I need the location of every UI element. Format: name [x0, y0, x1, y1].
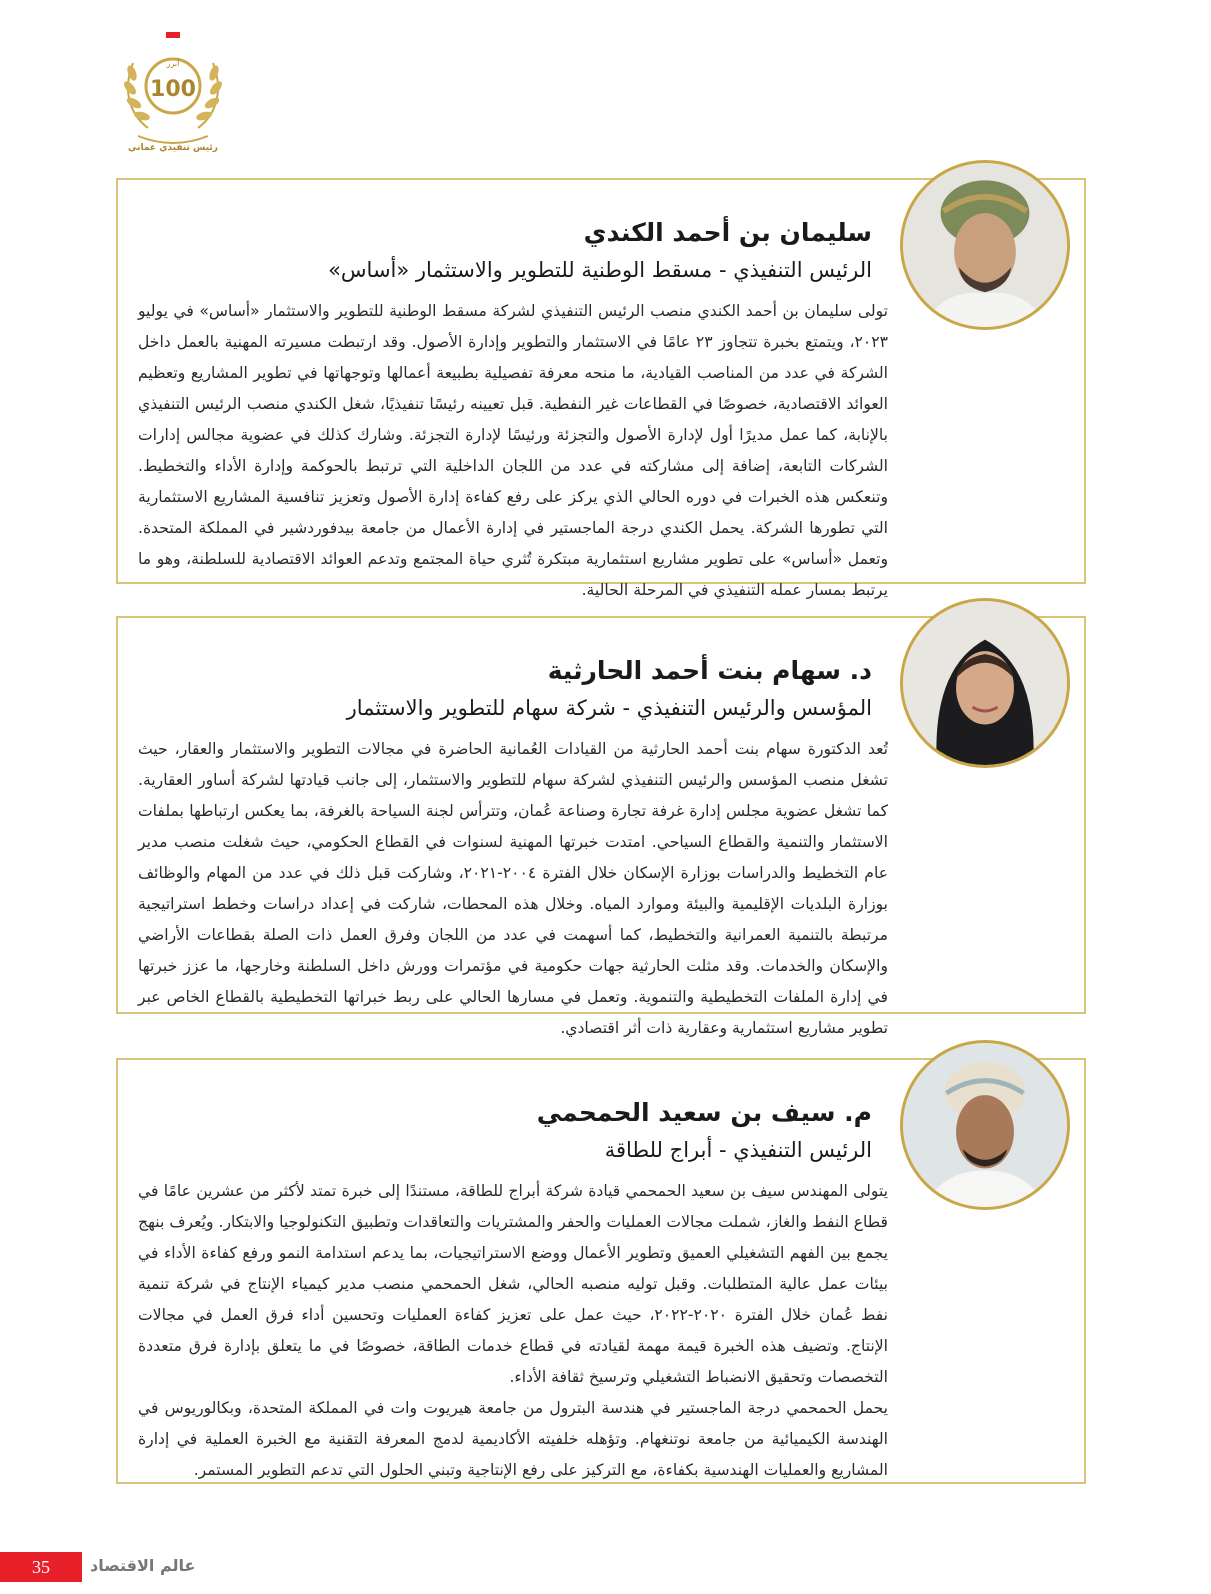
portrait-icon [903, 1043, 1067, 1207]
badge-bottom-text: رئيس تنفيذي عماني [128, 143, 218, 153]
top-100-badge-logo [108, 28, 238, 158]
profile-name-2: د. سهام بنت أحمد الحارثية [547, 656, 872, 685]
profile-bio-3 [138, 1176, 888, 1486]
profile-title-1: الرئيس التنفيذي - مسقط الوطنية للتطوير والاستثمار «أساس» [328, 258, 872, 282]
portrait-icon [903, 601, 1067, 765]
profile-bio-1 [138, 296, 888, 606]
profile-title-3: الرئيس التنفيذي - أبراج للطاقة [604, 1138, 872, 1162]
bio-paragraph: يتولى المهندس سيف بن سعيد الحمحمي قيادة شركة أبراج للطاقة، مستندًا إلى خبرة تمتد لأكثر من عشرين عامًا في قطاع النفط والغاز، شملت مجالات العمليات والحفر والمشتريات والتعاقدات وتطبيق التكنولوجيا والابتكار. ويُعرف بنهج يجمع بين الفهم التشغيلي العميق وتطوير الأعمال ووضع الاستراتيجيات، بما يدعم استدامة النمو ورفع كفاءة الأداء في بيئات عمل عالية المتطلبات. وقبل توليه منصبه الحالي، شغل الحمحمي منصب مدير كيمياء الإنتاج في شركة تنمية نفط عُمان خلال الفترة ٢٠٢٠-٢٠٢٢، حيث عمل على تعزيز كفاءة العمليات وتحسين أداء فرق العمل في مجالات الإنتاج. وتضيف هذه الخبرة قيمة مهمة لقيادته في قطاع خدمات الطاقة، خصوصًا في ما يتعلق بإدارة فرق متعددة التخصصات وتحقيق الانضباط التشغيلي وترسيخ ثقافة الأداء. [138, 1182, 889, 1386]
laurel-wreath-icon [108, 28, 238, 158]
profile-name-1: سليمان بن أحمد الكندي [583, 218, 872, 247]
profile-title-2: المؤسس والرئيس التنفيذي - شركة سهام للتطوير والاستثمار [346, 696, 872, 720]
profile-photo-2 [900, 598, 1070, 768]
profile-card-1 [116, 178, 1086, 599]
profile-card-3 [116, 1058, 1086, 1484]
profile-name-3: م. سيف بن سعيد الحمحمي [536, 1098, 872, 1127]
bio-paragraph: تُعد الدكتورة سهام بنت أحمد الحارثية من القيادات العُمانية الحاضرة في مجالات التطوير والاستثمار والعقار، حيث تشغل منصب المؤسس والرئيس التنفيذي لشركة سهام للتطوير والاستثمار، إلى جانب قيادتها لشركة أساور العقارية. كما تشغل عضوية مجلس إدارة غرفة تجارة وصناعة عُمان، وتترأس لجنة السياحة بالغرفة، بما يعكس ارتباطها بملفات الاستثمار والتنمية والقطاع السياحي. امتدت خبرتها المهنية لسنوات في القطاع الحكومي، حيث شغلت منصب مدير عام التخطيط والدراسات بوزارة الإسكان خلال الفترة ٢٠٠٤-٢٠٢١، وشاركت قبل ذلك في عدد من المهام والوظائف بوزارة البلديات الإقليمية والبيئة وموارد المياه. وخلال هذه المحطات، شاركت في إعداد دراسات وخطط استراتيجية مرتبطة بالتنمية العمرانية والتخطيط، كما أسهمت في عدد من اللجان وفرق العمل ذات الصلة بقطاعات الأراضي والإسكان والخدمات. وقد مثلت الحارثية جهات حكومية في مؤتمرات وورش داخل السلطنة وخارجها، ما عزز خبرتها في إدارة الملفات التخطيطية والتنموية. وتعمل في مسارها الحالي على ربط خبراتها التخطيطية بالقطاع الخاص عبر تطوير مشاريع استثمارية وعقارية ذات أثر اقتصادي. [138, 740, 888, 1037]
profile-card-2 [116, 616, 1086, 1037]
badge-number: 100 [150, 77, 196, 102]
profile-photo-3 [900, 1040, 1070, 1210]
magazine-name: عالم الاقتصاد [90, 1556, 196, 1575]
bio-paragraph: يحمل الحمحمي درجة الماجستير في هندسة البترول من جامعة هيريوت وات في المملكة المتحدة، وبكالوريوس في الهندسة الكيميائية من جامعة نوتنغهام. وتؤهله خلفيته الأكاديمية لدمج المعرفة التقنية مع الخبرة العملية في إدارة المشاريع والعمليات الهندسية بكفاءة، مع التركيز على رفع الإنتاجية وتبني الحلول التي تدعم التطوير المستمر. [138, 1399, 888, 1479]
badge-top-text: أبرز [166, 59, 180, 68]
profile-photo-1 [900, 160, 1070, 330]
page-number: 35 [32, 1557, 50, 1577]
bio-paragraph: تولى سليمان بن أحمد الكندي منصب الرئيس التنفيذي لشركة مسقط الوطنية للتطوير والاستثمار «أساس» في يوليو ٢٠٢٣، ويتمتع بخبرة تتجاوز ٢٣ عامًا في الاستثمار والتطوير وإدارة الأصول. وقد ارتبطت مسيرته المهنية بالعمل داخل الشركة في عدد من المناصب القيادية، ما منحه معرفة تفصيلية بطبيعة أعمالها وتوجهاتها في تطوير المشاريع وتعظيم العوائد الاقتصادية، خصوصًا في القطاعات غير النفطية. قبل تعيينه رئيسًا تنفيذيًا، شغل الكندي منصب الرئيس التنفيذي بالإنابة، كما عمل مديرًا أول لإدارة الأصول والتجزئة ورئيسًا لإدارة التجزئة. وشارك كذلك في عضوية مجالس إدارات الشركات التابعة، إضافة إلى مشاركته في عدد من اللجان الداخلية التي ترتبط بالحوكمة وإدارة الأداء والتخطيط. وتنعكس هذه الخبرات في دوره الحالي الذي يركز على رفع كفاءة إدارة الأصول وتعزيز تنافسية المشاريع الاستثمارية التي تطورها الشركة. يحمل الكندي درجة الماجستير في إدارة الأعمال من جامعة بيدفوردشير في المملكة المتحدة. وتعمل «أساس» على تطوير مشاريع استثمارية مبتكرة تُثري حياة المجتمع وتدعم العوائد الاقتصادية للسلطنة، وهو ما يرتبط بمسار عمله التنفيذي في المرحلة الحالية. [138, 302, 889, 599]
portrait-icon [903, 163, 1067, 327]
profile-bio-2 [138, 734, 888, 1044]
